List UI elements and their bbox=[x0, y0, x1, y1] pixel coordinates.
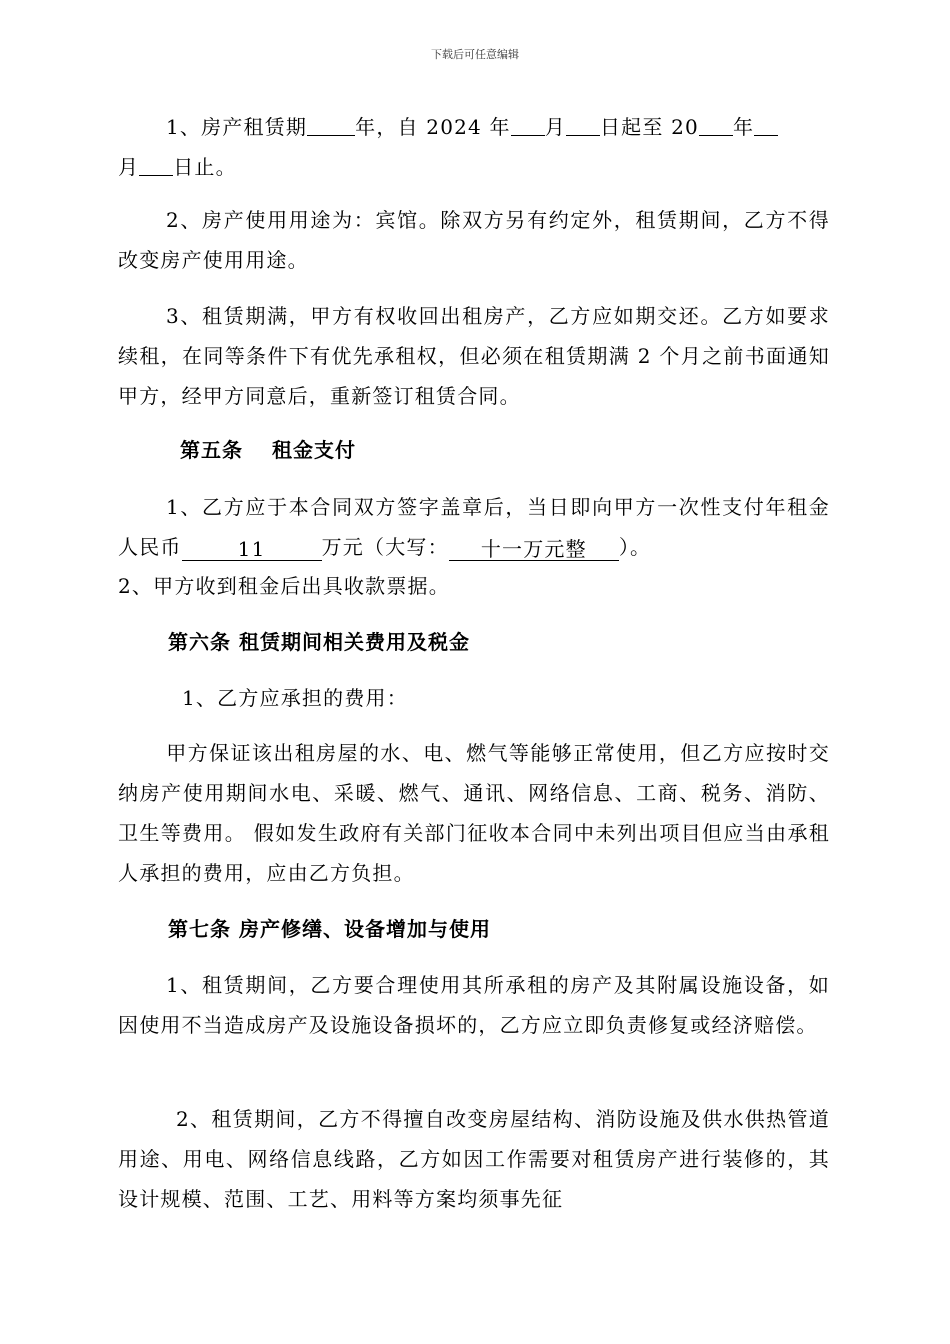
clause-7-1: 1、租赁期间，乙方要合理使用其所承租的房产及其附属设施设备，如因使用不当造成房产及设施设备损坏的，乙方应立即负责修复或经济赔偿。 bbox=[118, 973, 830, 1037]
end-month-blank[interactable] bbox=[754, 113, 778, 136]
rent-amount-words-field[interactable]: 十一万元整 bbox=[449, 538, 619, 561]
clause-5-1: 1、乙方应于本合同双方签字盖章后，当日即向甲方一次性支付年租金人民币 11 万元（大写： 十一万元整 ）。 bbox=[118, 495, 830, 561]
rent-amount-field[interactable]: 11 bbox=[182, 538, 322, 561]
clause-6-2: 甲方保证该出租房屋的水、电、燃气等能够正常使用，但乙方应按时交纳房产使用期间水电、采暖、燃气、通讯、网络信息、工商、税务、消防、卫生等费用。 假如发生政府有关部门征收本合同中未列出项目但应当由承租人承担的费用，应由乙方负担。 bbox=[118, 741, 830, 885]
page-header: 下载后可任意编辑 bbox=[431, 48, 519, 61]
clause-5-2: 2、甲方收到租金后出具收款票据。 bbox=[118, 574, 450, 598]
term-years-blank[interactable] bbox=[307, 113, 355, 136]
end-year-blank[interactable] bbox=[699, 113, 733, 136]
clause-6-1: 1、乙方应承担的费用： bbox=[182, 686, 408, 710]
start-day-blank[interactable] bbox=[566, 113, 600, 136]
start-month-blank[interactable] bbox=[511, 113, 545, 136]
section-6-heading: 第六条 租赁期间相关费用及税金 bbox=[168, 630, 470, 654]
section-7-heading: 第七条 房产修缮、设备增加与使用 bbox=[168, 917, 491, 941]
end-day-blank[interactable] bbox=[139, 153, 173, 176]
clause-7-2: 2、租赁期间，乙方不得擅自改变房屋结构、消防设施及供水供热管道用途、用电、网络信息线路，乙方如因工作需要对租赁房产进行装修的，其设计规模、范围、工艺、用料等方案均须事先征 bbox=[118, 1107, 830, 1211]
clause-4-1: 1、房产租赁期 年，自 2024 年 月 日起至 20 年 月 日止。 bbox=[118, 107, 830, 187]
clause-4-2: 2、房产使用用途为：宾馆。除双方另有约定外，租赁期间，乙方不得改变房产使用用途。 bbox=[118, 208, 830, 272]
section-5-heading: 第五条 租金支付 bbox=[180, 438, 356, 462]
clause-4-3: 3、租赁期满，甲方有权收回出租房产，乙方应如期交还。乙方如要求续租，在同等条件下有优先承租权，但必须在租赁期满 2 个月之前书面通知甲方，经甲方同意后，重新签订租赁合同。 bbox=[118, 304, 830, 408]
